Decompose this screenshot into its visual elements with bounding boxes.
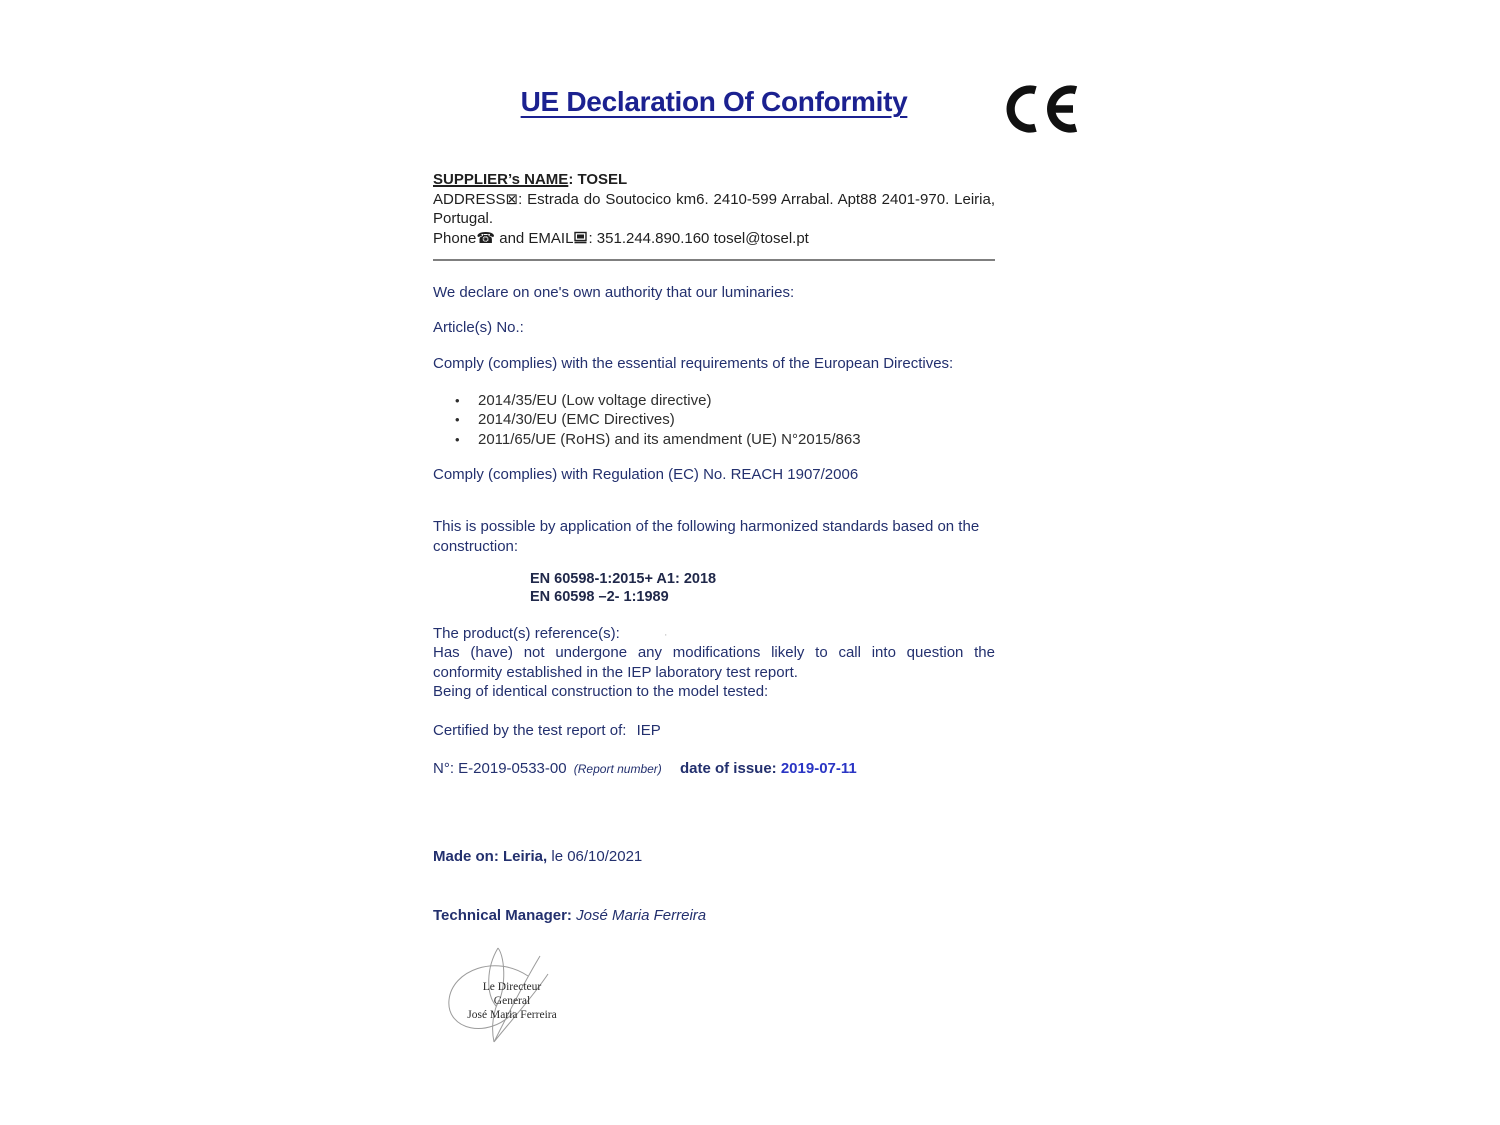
manager-label: Technical Manager: — [433, 907, 572, 924]
phone-label: Phone — [433, 229, 477, 247]
envelope-icon: ⊠ — [505, 189, 519, 208]
declare-line: We declare on one's own authority that our luminaries: — [433, 284, 795, 301]
computer-icon — [574, 230, 587, 250]
list-item — [455, 391, 995, 410]
list-item — [455, 430, 995, 449]
bullet-icon: • — [455, 393, 460, 408]
report-line — [433, 759, 995, 780]
contact-value: : 351.244.890.160 tosel@tosel.pt — [588, 229, 809, 247]
signature-text — [466, 980, 558, 1022]
signature-title: Le Directeur General — [482, 981, 542, 1007]
certified-line — [433, 721, 995, 741]
directive-text: 2011/65/UE (RoHS) and its amendment (UE) N°2015/863 — [478, 430, 861, 448]
comply-directives-line: Comply (complies) with the essential requirements of the European Directives: — [433, 355, 954, 372]
made-on-line — [433, 847, 995, 867]
supplier-address-line — [433, 190, 995, 229]
manager-line — [433, 906, 995, 926]
ce-mark-icon — [1001, 80, 1079, 143]
phone-icon: ☎ — [476, 228, 496, 247]
date-of-issue-label: date of issue: — [679, 760, 777, 777]
directive-text: 2014/30/EU (EMC Directives) — [478, 411, 675, 429]
signature-name: José Maria Ferreira — [467, 1009, 557, 1021]
and-email-label: and EMAIL — [495, 229, 574, 247]
articles-line: Article(s) No.: — [433, 319, 524, 336]
made-on-value: le 06/10/2021 — [547, 848, 643, 865]
report-number-note: (Report number) — [573, 762, 662, 776]
supplier-block — [433, 170, 995, 249]
standards-block — [530, 571, 716, 606]
certified-value: IEP — [636, 722, 661, 739]
supplier-contact-line — [433, 229, 995, 250]
harmonized-line: This is possible by application of the following harmonized standards based on the construction: — [433, 518, 980, 555]
date-of-issue-value: 2019-07-11 — [780, 760, 857, 777]
certified-label: Certified by the test report of: — [433, 722, 627, 739]
manager-value: José Maria Ferreira — [571, 907, 707, 924]
product-ref-text: The product(s) reference(s): — [433, 625, 620, 642]
supplier-name-value: : TOSEL — [568, 171, 628, 188]
supplier-name-label: SUPPLIER’s NAME — [433, 171, 569, 188]
comply-reach-line: Comply (complies) with Regulation (EC) No. REACH 1907/2006 — [433, 466, 859, 483]
stray-mark: · — [663, 629, 668, 641]
signature-block — [436, 942, 576, 1054]
identical-line: Being of identical construction to the model tested: — [433, 683, 769, 700]
modifications-line: Has (have) not undergone any modifications likely to call into question the conformity established in the IEP laboratory test report. — [433, 644, 995, 681]
standard-line: EN 60598-1:2015+ A1: 2018 — [530, 571, 717, 587]
bullet-icon: • — [455, 431, 460, 447]
list-item — [455, 410, 995, 429]
report-number: N°: E-2019-0533-00 — [433, 760, 567, 777]
address-label: ADDRESS — [433, 190, 506, 208]
bullet-icon: • — [455, 412, 460, 428]
address-value: : Estrada do Soutocico km6. 2410-599 Arrabal. Apt88 2401-970. Leiria, Portugal. — [433, 190, 995, 227]
page-title: UE Declaration Of Conformity — [520, 86, 908, 117]
supplier-name-line — [433, 170, 995, 190]
made-on-label: Made on: Leiria, — [433, 848, 548, 865]
divider — [433, 259, 995, 261]
directives-list — [455, 391, 995, 449]
standard-line: EN 60598 –2- 1:1989 — [530, 588, 669, 605]
directive-text: 2014/35/EU (Low voltage directive) — [478, 392, 712, 409]
title-row — [420, 86, 1008, 118]
